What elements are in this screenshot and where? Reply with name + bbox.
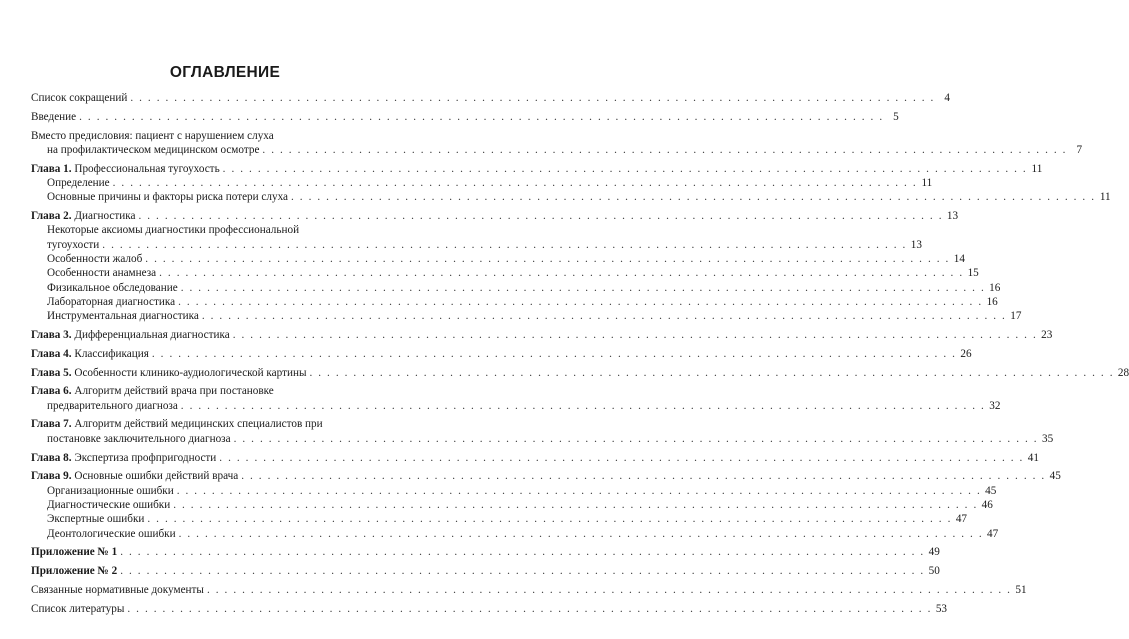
dot-leader [173,498,978,512]
toc-subentry[interactable] [31,309,1022,323]
toc-entry-title: Дифференциальная диагностика [74,328,230,341]
dot-leader [233,328,1038,342]
toc-entry-title: Организационные ошибки [47,484,174,497]
toc-entry-title: Лабораторная диагностика [47,295,176,308]
chapter-label: Глава 7. [31,418,72,431]
toc-subentry[interactable] [31,252,965,266]
toc-page-number: 13 [946,210,959,223]
toc-page-number: 53 [935,602,948,615]
chapter-label: Глава 2. [31,210,72,223]
toc-page-number: 45 [1049,470,1061,483]
toc-entry[interactable] [31,602,948,616]
toc-page-number: 35 [1042,432,1054,445]
toc-chapter-entry[interactable] [31,347,972,361]
toc-appendix-entry[interactable] [31,564,940,578]
dot-leader [127,602,932,616]
toc-subentry[interactable] [31,498,993,512]
dot-leader [291,190,1096,204]
toc-entry-title: Диагностика [74,210,136,223]
toc-entry-title: Экспертиза профпригодности [74,451,217,464]
appendix-label: Приложение № 2 [31,565,118,578]
toc-page-number: 28 [1117,366,1129,379]
toc-page-number: 11 [1031,162,1043,175]
toc-chapter-entry[interactable] [31,469,1061,483]
toc-entry[interactable] [31,91,950,105]
dot-leader [202,309,1007,323]
toc-entry-title: Введение [31,110,77,123]
toc-chapter-entry[interactable] [31,451,1039,465]
chapter-label: Глава 1. [31,162,72,175]
dot-leader [79,110,884,124]
table-of-contents [31,91,1129,616]
toc-page-number: 41 [1027,451,1039,464]
dot-leader [113,176,918,190]
toc-page-number: 5 [893,110,899,123]
toc-chapter-entry[interactable] [31,366,1129,380]
toc-page-number: 51 [1015,583,1027,596]
dot-leader [102,238,907,252]
chapter-label: Глава 5. [31,366,72,379]
toc-page-number: 49 [928,546,940,559]
toc-entry-title: Основные причины и факторы риска потери слуха [47,191,288,204]
toc-entry-title: постановке заключительного диагноза [47,432,231,445]
toc-page-number: 16 [986,295,998,308]
chapter-label: Глава 8. [31,451,72,464]
toc-appendix-entry[interactable] [31,545,940,559]
toc-page-number: 17 [1010,310,1022,323]
toc-page-number: 7 [1076,143,1083,156]
toc-subentry[interactable] [31,176,933,190]
dot-leader [178,295,983,309]
toc-page-number: 23 [1041,328,1053,341]
dot-leader [152,347,957,361]
toc-entry[interactable] [31,129,1083,158]
dot-leader [181,399,986,413]
toc-entry[interactable] [31,110,899,124]
dot-leader [219,451,1024,465]
toc-page-number: 26 [960,347,972,360]
toc-entry-title-line1: Алгоритм действий медицинских специалистов при [74,418,323,431]
toc-subentry[interactable] [31,281,1001,295]
toc-entry-title: Список сокращений [31,92,128,104]
toc-entry-title: Деонтологические ошибки [47,527,176,540]
appendix-label: Приложение № 1 [31,546,118,559]
dot-leader [159,266,964,280]
toc-page-number: 11 [921,176,933,189]
dot-leader [145,252,950,266]
toc-entry-title: Особенности анамнеза [47,267,157,280]
toc-chapter-entry[interactable] [31,162,1043,176]
toc-page-number: 16 [989,281,1001,294]
toc-entry-title: Диагностические ошибки [47,498,171,511]
toc-subentry[interactable] [31,527,999,541]
dot-leader [181,281,986,295]
chapter-label: Глава 9. [31,470,72,483]
chapter-label: Глава 6. [31,385,72,398]
toc-page-number: 32 [989,399,1001,412]
dot-leader [177,484,982,498]
dot-leader [179,527,984,541]
toc-entry-title: Инструментальная диагностика [47,310,199,323]
toc-entry-title: Список литературы [31,602,125,615]
dot-leader [223,162,1028,176]
dot-leader [138,209,943,223]
toc-subentry[interactable] [31,266,979,280]
dot-leader [130,91,935,105]
toc-entry-title: Экспертные ошибки [47,513,145,526]
toc-entry-title: на профилактическом медицинском осмотре [47,143,260,156]
toc-chapter-entry[interactable] [31,417,1054,446]
toc-page-number: 47 [987,527,999,540]
toc-page-number: 50 [928,565,940,578]
toc-entry-title: Классификация [74,347,149,360]
toc-entry-title: Связанные нормативные документы [31,583,204,596]
toc-entry[interactable] [31,583,1027,597]
toc-page-number: 14 [953,252,965,265]
toc-page-number: 15 [967,267,979,280]
toc-chapter-entry[interactable] [31,209,959,223]
toc-chapter-entry[interactable] [31,328,1053,342]
dot-leader [309,366,1114,380]
toc-subentry[interactable] [31,484,997,498]
dot-leader [207,583,1012,597]
toc-entry-title: Особенности клинико-аудиологической картины [74,366,307,379]
toc-subentry[interactable] [31,295,998,309]
toc-entry-title: Особенности жалоб [47,252,143,265]
page-title: ОГЛАВЛЕНИЕ [169,64,281,81]
toc-entry-title: тугоухости [47,238,100,251]
toc-page-number: 4 [944,92,950,104]
toc-entry-title: Профессиональная тугоухость [74,162,220,175]
toc-subentry[interactable] [31,190,1111,204]
toc-entry-title-line1: Вместо предисловия: пациент с нарушением слуха [31,129,274,142]
dot-leader [120,545,925,559]
toc-entry-title-line1: Некоторые аксиомы диагностики профессиональной [47,224,300,237]
dot-leader [120,564,925,578]
toc-page-number: 47 [955,513,968,526]
dot-leader [147,512,952,526]
chapter-label: Глава 3. [31,328,72,341]
toc-entry-title: Физикальное обследование [47,281,178,294]
toc-chapter-entry[interactable] [31,384,1001,413]
toc-entry-title: Определение [47,176,110,189]
dot-leader [262,143,1067,157]
dot-leader [234,432,1039,446]
toc-entry-title: предварительного диагноза [47,399,178,412]
chapter-label: Глава 4. [31,347,72,360]
toc-page-number: 45 [985,484,997,497]
toc-subentry[interactable] [31,512,968,526]
toc-entry-title: Основные ошибки действий врача [74,470,239,483]
toc-page-number: 11 [1099,191,1111,204]
toc-subentry[interactable] [31,223,922,252]
toc-page-number: 13 [910,238,922,251]
toc-page-number: 46 [981,498,993,511]
dot-leader [241,469,1046,483]
toc-entry-title-line1: Алгоритм действий врача при постановке [74,385,274,398]
